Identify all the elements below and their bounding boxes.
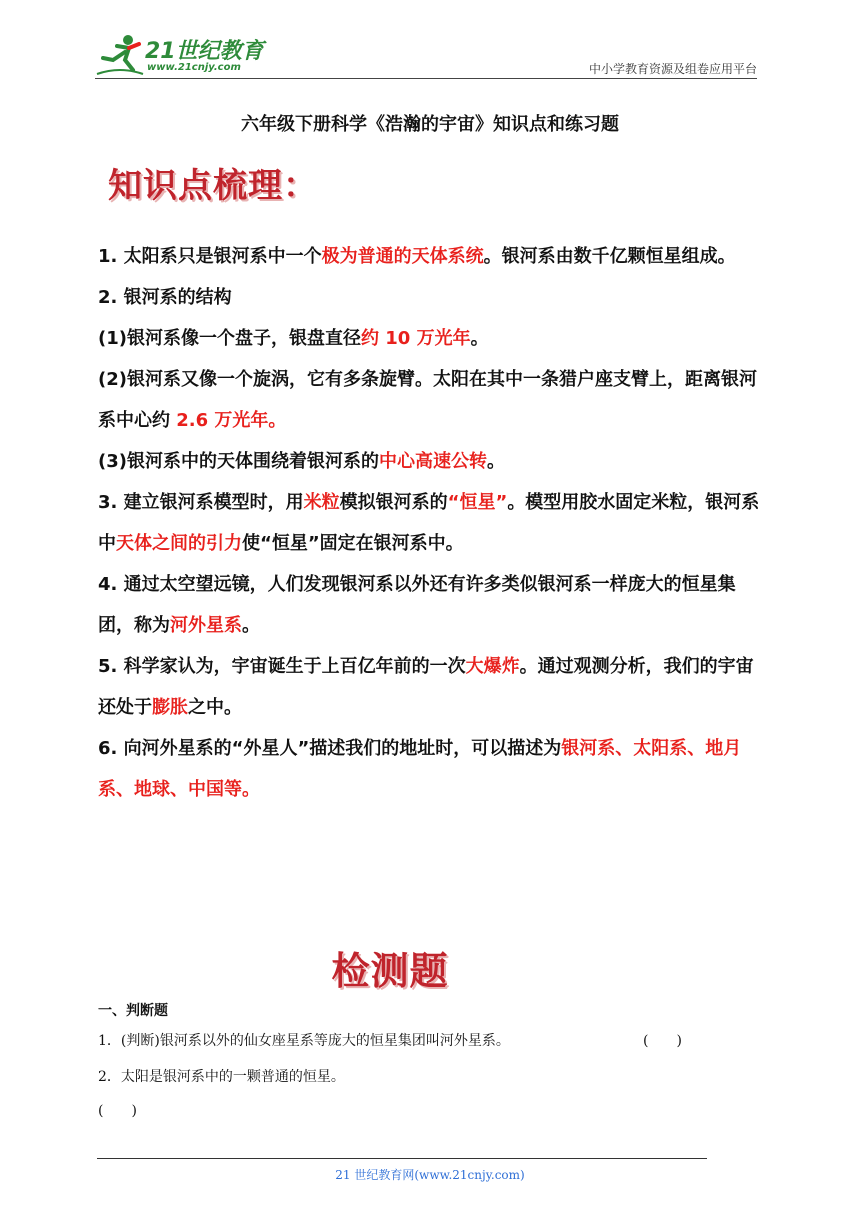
footer-divider	[97, 1158, 707, 1159]
text-segment: 1. 太阳系只是银河系中一个	[98, 246, 322, 267]
knowledge-point-3	[98, 482, 768, 564]
knowledge-point-4	[98, 564, 768, 646]
text-segment: 之中。	[188, 697, 242, 718]
knowledge-point-1	[98, 236, 768, 277]
knowledge-point-2	[98, 277, 768, 318]
text-segment: 。	[486, 451, 505, 472]
page-header	[95, 30, 757, 78]
header-platform-text: 中小学教育资源及组卷应用平台	[588, 62, 757, 76]
text-segment: 3. 建立银河系模型时，用	[98, 492, 304, 513]
text-segment: 使“恒星”固定在银河系中。	[242, 533, 464, 554]
text-segment: (2)银河系又像一个旋涡，它有多条旋臂。太阳在其中一条猎户座支臂上，距离银河系中心约	[98, 369, 757, 431]
knowledge-point-6	[98, 728, 768, 810]
logo-url: www.21cnjy.com	[147, 62, 241, 73]
document-title: 六年级下册科学《浩瀚的宇宙》知识点和练习题	[241, 114, 619, 135]
text-segment: (1)银河系像一个盘子，银盘直径	[98, 328, 361, 349]
highlight-text: 膨胀	[152, 697, 188, 718]
text-segment: 。模型用胶水固定米粒，银河系中	[98, 492, 760, 554]
knowledge-points	[98, 236, 768, 810]
text-segment: 2. 银河系的结构	[98, 287, 232, 308]
knowledge-point-2-1	[98, 318, 768, 359]
runner-logo-icon	[95, 30, 145, 78]
highlight-text: 中心高速公转	[378, 451, 487, 472]
highlight-text: 约 10 万光年	[360, 328, 471, 349]
highlight-text: 米粒	[303, 492, 340, 513]
logo-text: 21世纪教育	[145, 39, 264, 64]
question-1-answer-blank[interactable]: ( )	[643, 1033, 682, 1049]
true-false-section-heading: 一、判断题	[98, 1003, 168, 1019]
footer-text: 21 世纪教育网(www.21cnjy.com)	[335, 1168, 525, 1182]
knowledge-point-5	[98, 646, 768, 728]
highlight-text: 天体之间的引力	[116, 533, 242, 554]
highlight-text: 银河系、太阳系、地月系、地球、中国等。	[98, 738, 742, 800]
text-segment: 模拟银河系的	[339, 492, 448, 513]
text-segment: 。	[470, 328, 489, 349]
logo	[95, 30, 270, 78]
highlight-text: 河外星系	[170, 615, 242, 636]
knowledge-point-2-2	[98, 359, 768, 441]
question-1-text: 1．(判断)银河系以外的仙女座星系等庞大的恒星集团叫河外星系。	[98, 1033, 510, 1049]
text-segment: 4. 通过太空望远镜，人们发现银河系以外还有许多类似银河系一样庞大的恒星集团，称为	[98, 574, 736, 636]
text-segment: 。	[242, 615, 260, 636]
highlight-text: 2.6 万光年。	[176, 410, 287, 431]
question-1	[98, 1030, 698, 1050]
text-segment: 。银河系由数千亿颗恒星组成。	[483, 246, 736, 267]
question-2-text: 2．太阳是银河系中的一颗普通的恒星。	[98, 1069, 345, 1085]
text-segment: 。通过观测分析，我们的宇宙还处于	[98, 656, 754, 718]
header-divider	[95, 78, 757, 79]
text-segment: (3)银河系中的天体围绕着银河系的	[98, 451, 379, 472]
highlight-text: “恒星”	[447, 492, 508, 513]
highlight-text: 大爆炸	[465, 656, 520, 677]
question-2-answer-blank[interactable]: ( )	[98, 1103, 137, 1119]
knowledge-point-2-3	[98, 441, 768, 482]
text-segment: 5. 科学家认为，宇宙诞生于上百亿年前的一次	[98, 656, 466, 677]
text-segment: 6. 向河外星系的“外星人”描述我们的地址时，可以描述为	[98, 738, 562, 759]
knowledge-heading: 知识点梳理：	[108, 166, 318, 206]
highlight-text: 极为普通的天体系统	[321, 246, 484, 267]
test-heading: 检测题	[331, 948, 449, 993]
